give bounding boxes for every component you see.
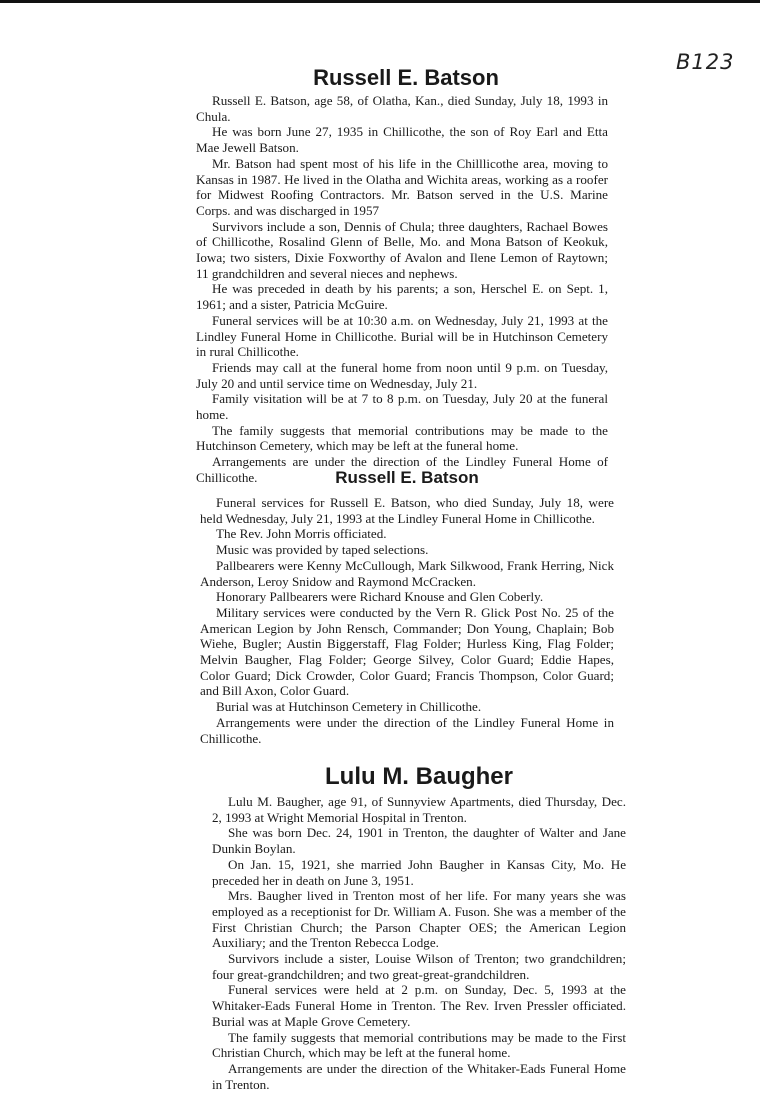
paragraph: The Rev. John Morris officiated. <box>216 526 387 542</box>
top-border-rule <box>0 0 760 3</box>
paragraph: Pallbearers were Kenny McCullough, Mark Silkwood, Frank Herring, Nick Anderson, Leroy Snidow and Raymond McCracken. <box>200 557 614 589</box>
paragraph: The family suggests that memorial contributions may be made to the First Christian Church, which may be left at the funeral home. <box>212 1029 626 1061</box>
paragraph: Friends may call at the funeral home from noon until 9 p.m. on Tuesday, July 20 and until service time on Wednesday, July 21. <box>196 359 608 391</box>
obituary-clipping-batson <box>196 64 608 486</box>
obituary-body <box>196 93 608 486</box>
paragraph: Family visitation will be at 7 to 8 p.m. on Tuesday, July 20 at the funeral home. <box>196 391 608 423</box>
paragraph: Music was provided by taped selections. <box>216 542 429 558</box>
paragraph: Mr. Batson had spent most of his life in the Chilllicothe area, moving to Kansas in 1987. He lived in the Olatha and Wichita areas, working as a roofer for Midwest Roofing Contractors. Mr. Batson served in the U.S. Marine Corps. and was discharged in 1957 <box>196 155 608 218</box>
obituary-clipping-baugher <box>212 762 626 1092</box>
funeral-notice-body <box>200 495 614 746</box>
paragraph: Funeral services were held at 2 p.m. on Sunday, Dec. 5, 1993 at the Whitaker-Eads Funeral Home in Trenton. The Rev. Irven Pressler officiated. Burial was at Maple Grove Cemetery. <box>212 982 626 1029</box>
paragraph: Survivors include a sister, Louise Wilson of Trenton; two grandchildren; four great-grandchildren; and two great-great-grandchildren. <box>212 951 626 982</box>
paragraph: Russell E. Batson, age 58, of Olatha, Kan., died Sunday, July 18, 1993 in Chula. <box>196 93 608 124</box>
paragraph: Military services were conducted by the Vern R. Glick Post No. 25 of the American Legion by John Rensch, Commander; Don Young, Chaplain; Bob Wiehe, Bugler; Austin Biggerstaff, Flag Folder; Hurless King, Flag Folder; Melvin Baugher, Flag Folder; George Silvey, Color Guard; Eddie Hapes, Color Guard; Dick Crowder, Color Guard; Francis Thompson, Color Guard; and Bill Axon, Color Guard. <box>200 604 614 699</box>
obituary-headline: Russell E. Batson <box>313 65 499 90</box>
paragraph: He was preceded in death by his parents; a son, Herschel E. on Sept. 1, 1961; and a sister, Patricia McGuire. <box>196 281 608 313</box>
paragraph: On Jan. 15, 1921, she married John Baugher in Kansas City, Mo. He preceded her in death on June 3, 1951. <box>212 856 626 888</box>
paragraph: Survivors include a son, Dennis of Chula; three daughters, Rachael Bowes of Chillicothe, Rosalind Glenn of Belle, Mo. and Mona Batson of Keokuk, Iowa; two sisters, Dixie Foxworthy of Avalon and Ilene Lemon of Raytown; 11 grandchildren and several nieces and nephews. <box>196 218 608 281</box>
paragraph: Arrangements are under the direction of the Lindley Funeral Home of Chillicothe. <box>196 454 608 485</box>
paragraph: The family suggests that memorial contributions may be made to the Hutchinson Cemetery, which may be left at the funeral home. <box>196 422 608 454</box>
paragraph: He was born June 27, 1935 in Chillicothe, the son of Roy Earl and Etta Mae Jewell Batson. <box>196 124 608 156</box>
paragraph: Honorary Pallbearers were Richard Knouse and Glen Coberly. <box>216 589 544 605</box>
obituary-headline: Lulu M. Baugher <box>325 763 513 790</box>
obituary-body <box>212 794 626 1092</box>
funeral-notice-clipping-batson <box>200 467 614 746</box>
paragraph: Funeral services will be at 10:30 a.m. on Wednesday, July 21, 1993 at the Lindley Funeral Home in Chillicothe. Burial will be in Hutchinson Cemetery in rural Chillicothe. <box>196 312 608 360</box>
funeral-notice-headline: Russell E. Batson <box>335 468 479 487</box>
paragraph: Lulu M. Baugher, age 91, of Sunnyview Apartments, died Thursday, Dec. 2, 1993 at Wright Memorial Hospital in Trenton. <box>212 794 626 825</box>
paragraph: Arrangements were under the direction of the Lindley Funeral Home in Chillicothe. <box>200 714 614 746</box>
paragraph: Burial was at Hutchinson Cemetery in Chillicothe. <box>216 699 482 715</box>
paragraph: Arrangements are under the direction of the Whitaker-Eads Funeral Home in Trenton. <box>212 1060 626 1092</box>
paragraph: She was born Dec. 24, 1901 in Trenton, the daughter of Walter and Jane Dunkin Boylan. <box>212 825 626 857</box>
paragraph: Funeral services for Russell E. Batson, who died Sunday, July 18, were held Wednesday, July 21, 1993 at the Lindley Funeral Home in Chillicothe. <box>200 495 614 526</box>
page-mark: B123 <box>676 50 735 74</box>
paragraph: Mrs. Baugher lived in Trenton most of her life. For many years she was employed as a receptionist for Dr. William A. Fuson. She was a member of the First Christian Church; the Parson Chapter OES; the American Legion Auxiliary; and the Trenton Rebecca Lodge. <box>212 888 626 951</box>
